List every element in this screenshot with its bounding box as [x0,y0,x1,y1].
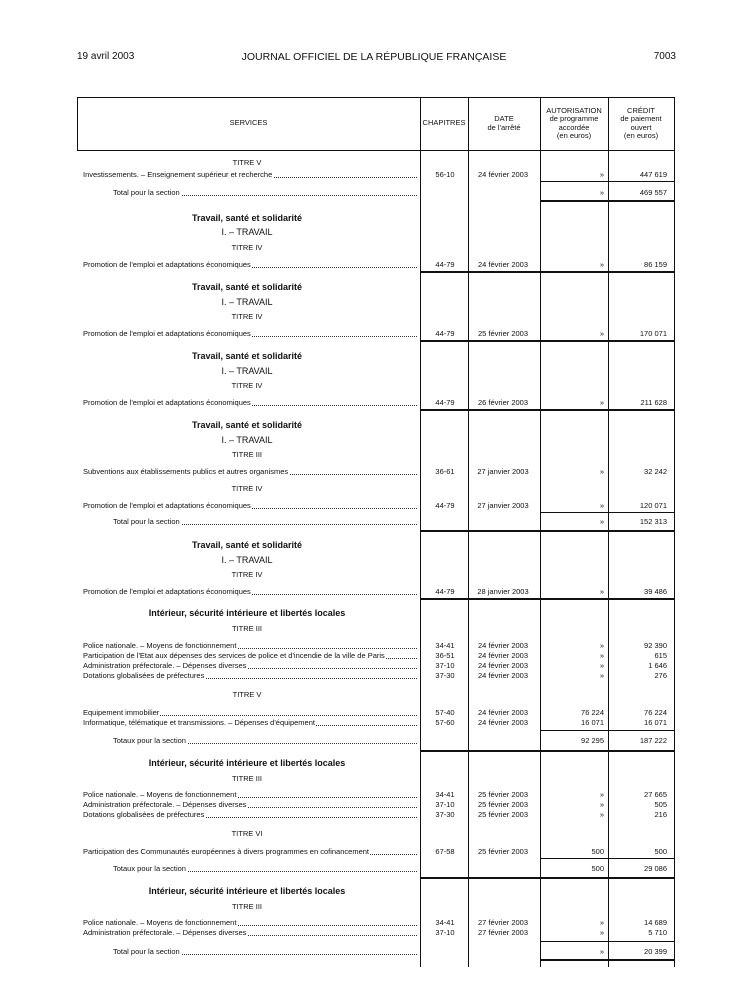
rule-services [420,97,421,967]
rule [420,409,675,411]
table-row: Investissements. – Enseignement supérieur et recherche 56-10 24 février 2003 » 447 619 [83,170,667,179]
titre-heading: TITRE III [232,450,262,459]
rule [540,200,675,202]
table-row: Subventions aux établissements publics et autres organismes 36-61 27 janvier 2003 » 32 242 [83,467,667,476]
titre-heading: TITRE III [232,624,262,633]
table-row: Police nationale. – Moyens de fonctionnement 34-41 24 février 2003 » 92 390 [83,641,667,650]
departement-heading: I. – TRAVAIL [221,366,273,376]
titre-heading: TITRE III [232,774,262,783]
rule [540,730,675,731]
rule [540,941,675,942]
titre-heading: TITRE IV [231,484,263,493]
departement-heading: I. – TRAVAIL [221,435,273,445]
col-header-autorisation: AUTORISATION de programme accordée (en euros) [546,105,602,140]
table-row: Promotion de l'emploi et adaptations économiques 44-79 24 février 2003 » 86 159 [83,260,667,269]
rule [540,858,675,859]
table-border-right [674,97,675,967]
header-title: JOURNAL OFFICIEL DE LA RÉPUBLIQUE FRANÇAISE [241,51,507,63]
table-row: Participation des Communautés européennes à divers programmes en cofinancement 67-58 25 février 2003 500 500 [83,847,667,856]
ministere-heading: Intérieur, sécurité intérieure et libertés locales [148,758,346,768]
rule-autorisation [608,97,609,967]
table-row-total: Total pour la section » 469 557 [113,188,667,197]
ministere-heading: Travail, santé et solidarité [191,420,303,430]
col-header-chapitres: CHAPITRES [422,118,466,128]
table-row: Dotations globalisées de préfectures 37-30 24 février 2003 » 276 [83,671,667,680]
ministere-heading: Travail, santé et solidarité [191,282,303,292]
ministere-heading: Travail, santé et solidarité [191,540,303,550]
table-row: Promotion de l'emploi et adaptations économiques 44-79 26 février 2003 » 211 628 [83,398,667,407]
table-row: Police nationale. – Moyens de fonctionnement 34-41 25 février 2003 » 27 665 [83,790,667,799]
titre-heading: TITRE IV [231,381,263,390]
header-date: 19 avril 2003 [77,51,135,62]
col-header-date: DATE de l'arrêté [487,114,521,132]
ministere-heading: Travail, santé et solidarité [191,351,303,361]
table-row: Participation de l'Etat aux dépenses des services de police et d'incendie de la ville de Paris 36-51 24 février 2003 » 615 [83,651,667,660]
rule-chapitres [468,97,469,967]
table-row: Administration préfectorale. – Dépenses diverses 37-10 24 février 2003 » 1 646 [83,661,667,670]
departement-heading: I. – TRAVAIL [221,555,273,565]
table-row: Police nationale. – Moyens de fonctionnement 34-41 27 février 2003 » 14 689 [83,918,667,927]
page-number: 7003 [653,51,676,62]
rule [420,340,675,342]
table-row-total: Totaux pour la section 92 295 187 222 [113,736,667,745]
col-header-credit: CRÉDIT de paiement ouvert (en euros) [620,105,662,140]
ministere-heading: Travail, santé et solidarité [191,213,303,223]
rule [540,512,675,513]
titre-heading: TITRE IV [231,312,263,321]
titre-heading: TITRE IV [231,570,263,579]
rule [420,598,675,600]
header-bottom-border [77,150,675,151]
table-row-total: Totaux pour la section 500 29 086 [113,864,667,873]
titre-heading: TITRE V [232,158,262,167]
titre-heading: TITRE III [232,902,262,911]
table-row: Administration préfectorale. – Dépenses diverses 37-10 27 février 2003 » 5 710 [83,928,667,937]
departement-heading: I. – TRAVAIL [221,297,273,307]
table-row: Informatique, télématique et transmissions. – Dépenses d'équipement 57-60 24 février 2003 16 071 16 071 [83,718,667,727]
arretes-table [77,97,675,967]
titre-heading: TITRE IV [231,243,263,252]
table-row: Administration préfectorale. – Dépenses diverses 37-10 25 février 2003 » 505 [83,800,667,809]
table-row: Promotion de l'emploi et adaptations économiques 44-79 28 janvier 2003 » 39 486 [83,587,667,596]
rule [420,271,675,273]
rule [420,750,675,752]
col-header-services: SERVICES [229,118,268,128]
rule [420,530,675,532]
rule [420,877,675,879]
rule-date [540,97,541,967]
table-row: Dotations globalisées de préfectures 37-30 25 février 2003 » 216 [83,810,667,819]
departement-heading: I. – TRAVAIL [221,227,273,237]
table-row: Promotion de l'emploi et adaptations économiques 44-79 25 février 2003 » 170 071 [83,329,667,338]
titre-heading: TITRE V [232,690,262,699]
table-row-total: Total pour la section » 152 313 [113,517,667,526]
titre-heading: TITRE VI [231,829,263,838]
rule [540,181,675,182]
ministere-heading: Intérieur, sécurité intérieure et libertés locales [148,886,346,896]
table-row-total: Total pour la section » 20 399 [113,947,667,956]
table-row: Equipement immobilier 57-40 24 février 2003 76 224 76 224 [83,708,667,717]
ministere-heading: Intérieur, sécurité intérieure et libertés locales [148,608,346,618]
rule [540,959,675,961]
table-row: Promotion de l'emploi et adaptations économiques 44-79 27 janvier 2003 » 120 071 [83,501,667,510]
